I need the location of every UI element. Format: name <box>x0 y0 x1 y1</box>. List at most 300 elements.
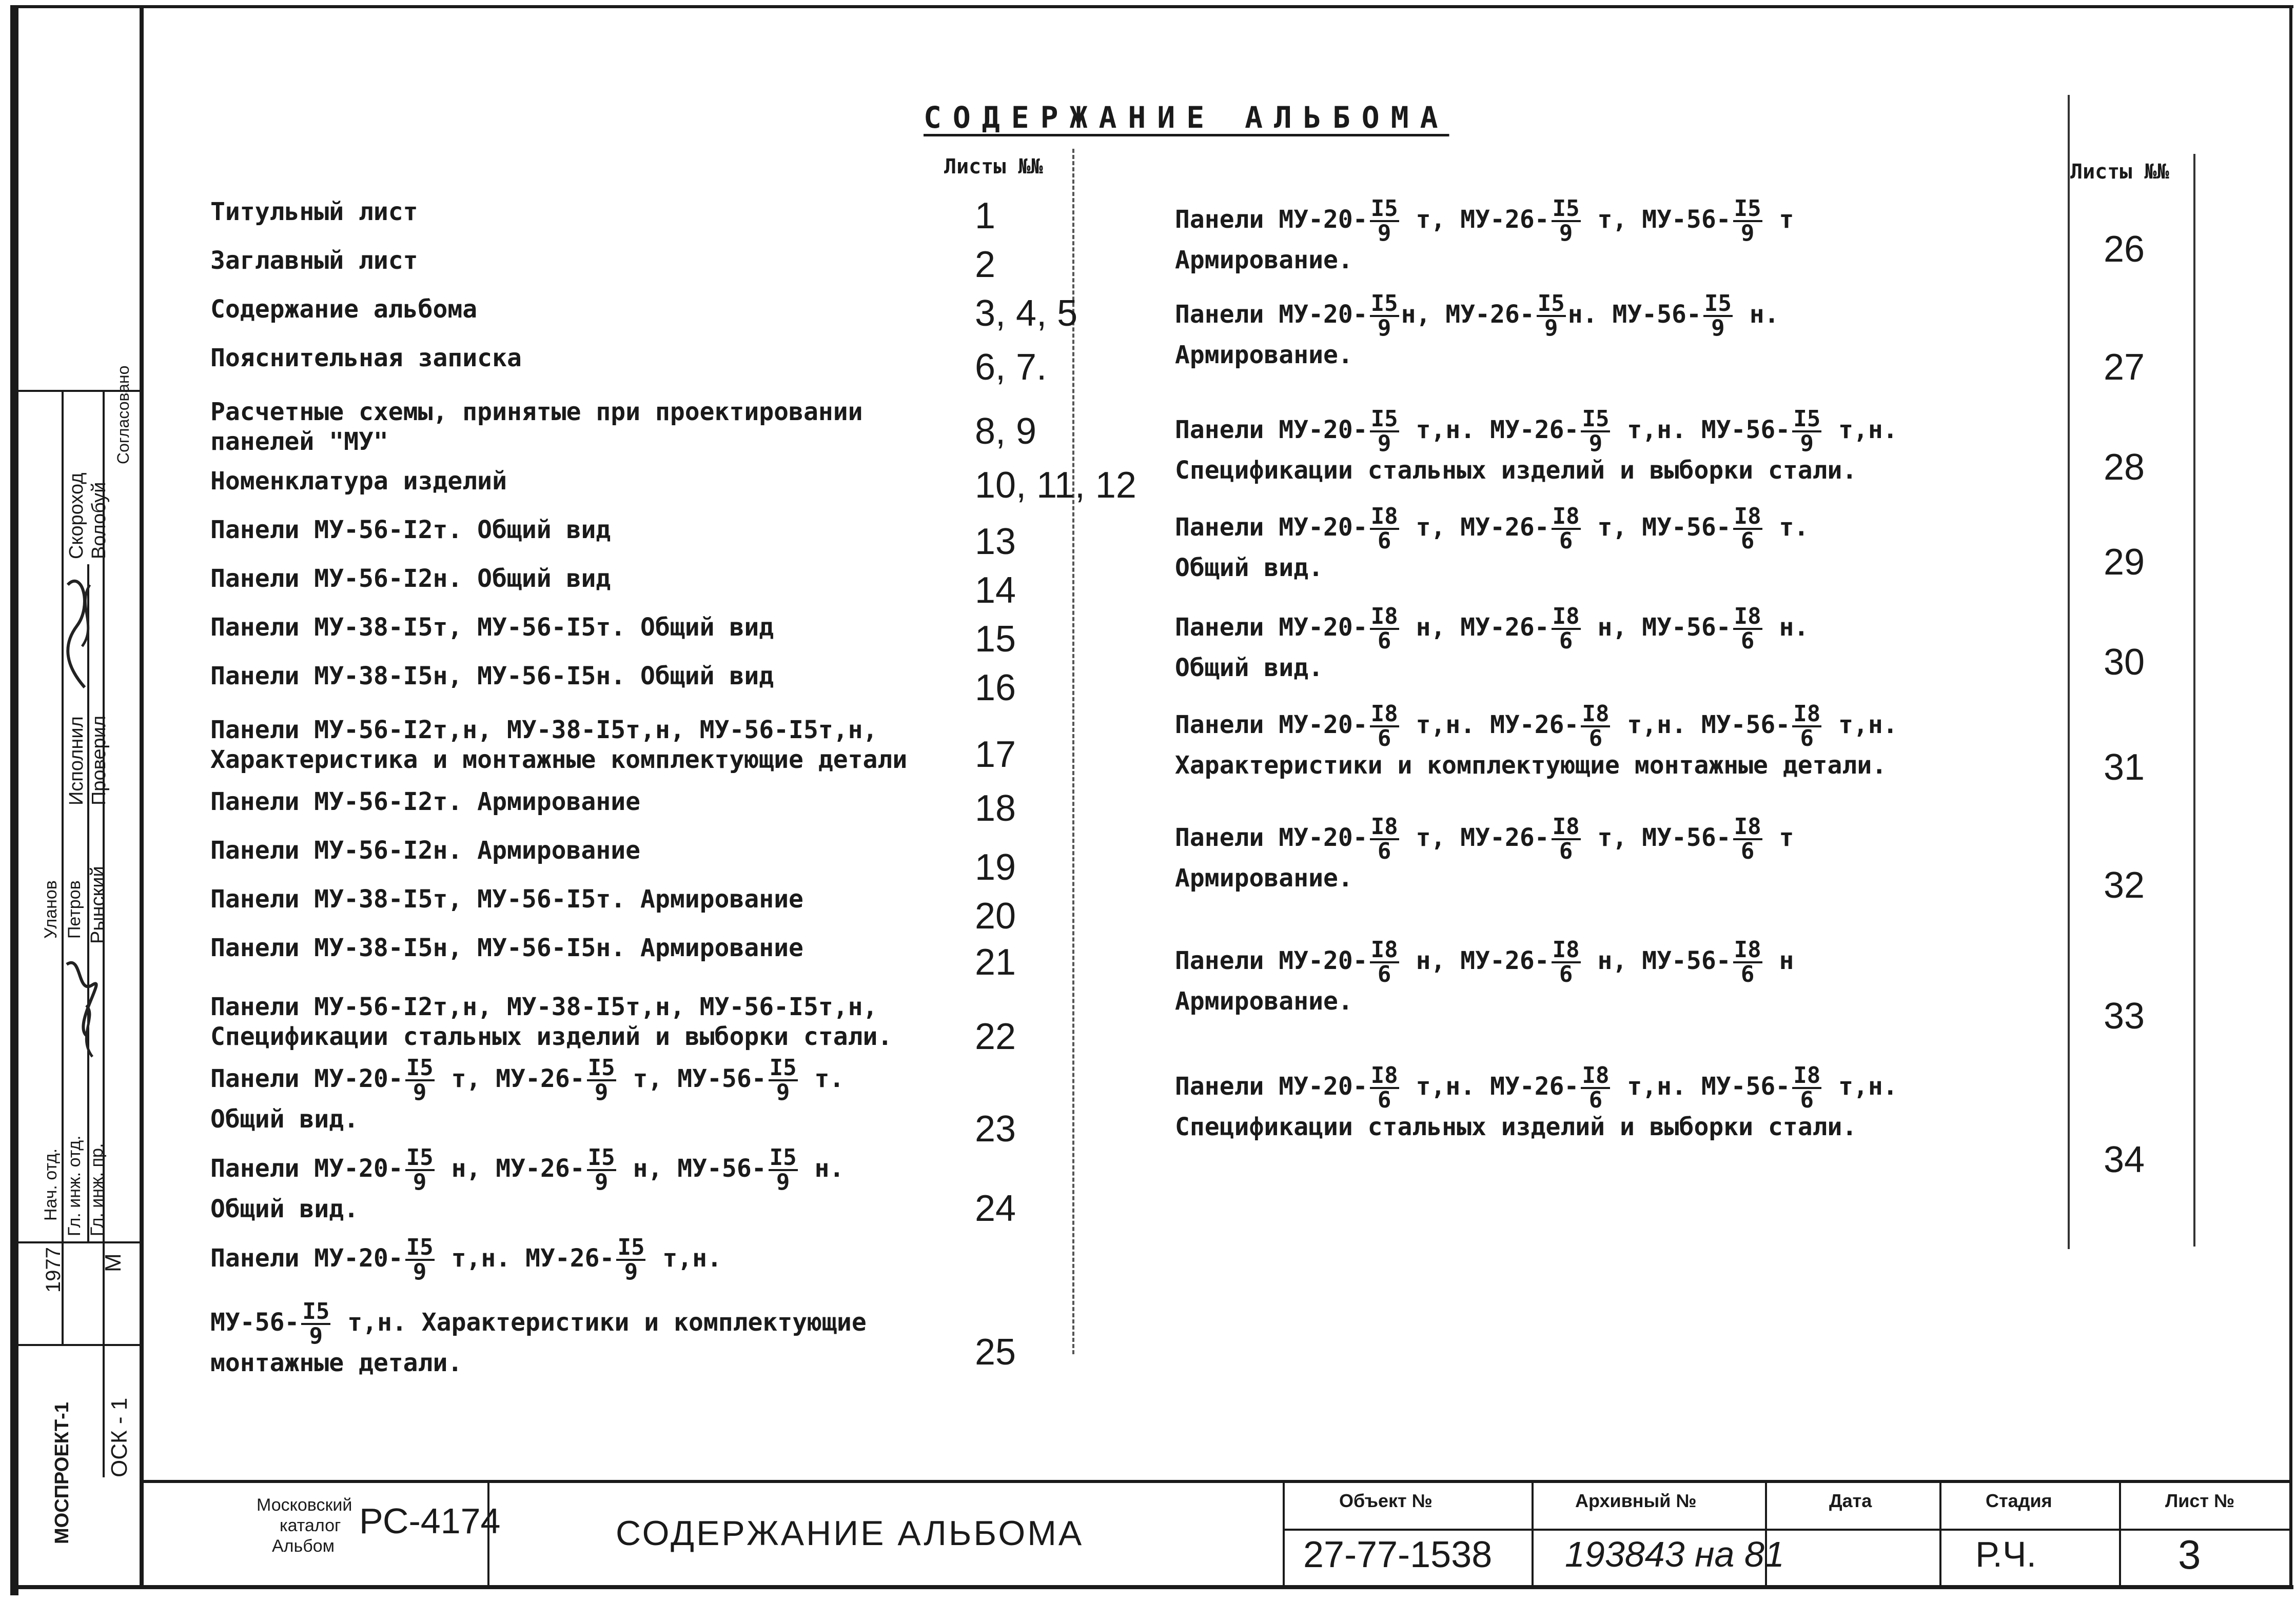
stamp-name-3: Уланов <box>41 880 61 939</box>
entry-line <box>210 745 907 774</box>
left-sheet-number: 25 <box>975 1332 1016 1373</box>
entry-line <box>210 197 418 226</box>
left-sheet-number: 6, 7. <box>975 347 1047 388</box>
fraction-denominator: 9 <box>1711 315 1725 341</box>
entry-text: Армирование. <box>1175 341 1353 369</box>
entry-line <box>210 934 803 962</box>
fraction <box>769 1146 798 1194</box>
fraction-denominator: 6 <box>1740 838 1755 864</box>
entry-text: т, МУ-26- <box>436 1064 585 1093</box>
right-sheet-column-divider-2 <box>2193 154 2195 1247</box>
fraction <box>301 1300 330 1348</box>
entry-text: Панели МУ-38-I5т, МУ-56-I5т. Общий вид <box>210 613 774 642</box>
fraction-numerator: I5 <box>1537 290 1565 317</box>
entry-text: т, МУ-26- <box>1401 823 1549 852</box>
fraction-denominator: 9 <box>1544 315 1558 341</box>
fraction-denominator: 6 <box>1377 961 1391 987</box>
entry-text: т,н. МУ-56- <box>1612 416 1791 444</box>
right-sheets-header: Листы №№ <box>2070 160 2169 184</box>
entry-line <box>1175 939 1794 986</box>
fraction <box>1370 939 1399 986</box>
entry-text: Панели МУ-38-I5н, МУ-56-I5н. Армирование <box>210 934 803 962</box>
entry-line <box>1175 1113 1898 1141</box>
entry-line <box>210 1300 867 1348</box>
entry-line <box>1175 553 1809 582</box>
entry-text: Расчетные схемы, принятые при проектировании <box>210 398 863 426</box>
fraction-denominator: 9 <box>624 1259 638 1285</box>
right-entry <box>1175 703 1898 780</box>
entry-text: Панели МУ-20- <box>1175 823 1368 852</box>
entry-line <box>1175 408 1898 455</box>
entry-text: Панели МУ-20- <box>1175 416 1368 444</box>
fraction-denominator: 6 <box>1800 725 1814 751</box>
fraction <box>1581 703 1610 750</box>
right-sheet-number: 26 <box>2104 229 2145 270</box>
entry-line <box>1175 864 1794 893</box>
fraction-numerator: I8 <box>1734 503 1761 529</box>
fraction-numerator: I5 <box>406 1144 434 1171</box>
entry-line <box>210 1146 844 1194</box>
stage-value: Р.Ч. <box>1975 1534 2037 1574</box>
fraction-denominator: 9 <box>776 1079 790 1105</box>
entry-text: Панели МУ-38-I5н, МУ-56-I5н. Общий вид <box>210 662 774 690</box>
fraction-numerator: I8 <box>1370 814 1398 840</box>
left-sheet-number: 22 <box>975 1016 1016 1057</box>
entry-text: Общий вид. <box>1175 553 1323 582</box>
entry-text: т <box>1764 205 1794 234</box>
left-entry <box>210 398 863 456</box>
frame-bottom <box>10 1585 2293 1589</box>
entry-line <box>1175 654 1809 682</box>
object-value: 27-77-1538 <box>1303 1534 1493 1575</box>
fraction <box>1792 703 1821 750</box>
entry-text: Панели МУ-20- <box>210 1064 403 1093</box>
entry-text: Номенклатура изделий <box>210 467 507 496</box>
fraction-denominator: 6 <box>1800 1087 1814 1113</box>
frame-left <box>10 5 18 1595</box>
stamp-role-2: Проверил <box>88 715 110 805</box>
fraction <box>1552 816 1581 863</box>
left-sheet-number: 1 <box>975 195 996 236</box>
entry-text: Панели МУ-56-I2т,н, МУ-38-I5т,н, МУ-56-I5т,н, <box>210 993 878 1021</box>
entry-text: т, МУ-56- <box>1582 823 1731 852</box>
entry-line <box>210 427 863 456</box>
entry-line <box>210 246 418 275</box>
entry-line <box>210 398 863 426</box>
entry-text: Панели МУ-20- <box>210 1244 403 1273</box>
entry-text: т <box>1764 823 1794 852</box>
right-sheet-number: 32 <box>2104 865 2145 906</box>
date-label: Дата <box>1829 1490 1872 1511</box>
left-entry <box>210 662 774 690</box>
fraction-numerator: I5 <box>769 1144 797 1171</box>
entry-line <box>210 1236 722 1283</box>
left-sheet-number: 18 <box>975 788 1016 829</box>
fraction-denominator: 6 <box>1559 961 1573 987</box>
fraction-denominator: 9 <box>1559 220 1573 246</box>
stamp-dept: ОСК - 1 <box>107 1397 132 1477</box>
right-entry <box>1175 197 1794 274</box>
entry-line <box>210 1349 867 1377</box>
fraction <box>1370 292 1399 340</box>
left-entry <box>210 295 477 324</box>
fraction-denominator: 9 <box>309 1323 323 1349</box>
fraction-numerator: I8 <box>1552 937 1580 963</box>
entry-text: т, МУ-26- <box>1401 205 1549 234</box>
fraction-denominator: 6 <box>1377 725 1391 751</box>
entry-line <box>210 613 774 642</box>
stamp-org: МОСПРОЕКТ-1 <box>51 1402 73 1544</box>
left-sheet-number: 2 <box>975 244 996 285</box>
fraction <box>1733 505 1762 552</box>
fraction-numerator: I8 <box>1734 603 1761 629</box>
entry-text: Панели МУ-20- <box>1175 300 1368 329</box>
stage-label: Стадия <box>1986 1490 2052 1511</box>
fraction-numerator: I8 <box>1370 503 1398 529</box>
fraction-denominator: 9 <box>776 1169 790 1195</box>
sheet-value: 3 <box>2178 1532 2201 1577</box>
archive-value: 193843 на 81 <box>1565 1534 1784 1574</box>
entry-text: Общий вид. <box>210 1105 359 1134</box>
fraction-denominator: 9 <box>1377 430 1391 457</box>
stamp-name-2: Волобуй <box>88 482 110 559</box>
fraction-numerator: I5 <box>617 1234 645 1260</box>
entry-text: н, МУ-56- <box>1582 613 1731 642</box>
entry-text: н, МУ-26- <box>1401 946 1549 975</box>
fraction-denominator: 9 <box>594 1169 609 1195</box>
right-sheet-number: 31 <box>2104 747 2145 788</box>
left-entry <box>210 197 418 226</box>
fraction-numerator: I8 <box>1370 603 1398 629</box>
left-entry <box>210 885 803 914</box>
right-sheet-number: 34 <box>2104 1139 2145 1180</box>
entry-text: Панели МУ-20- <box>1175 205 1368 234</box>
left-sheet-number: 16 <box>975 667 1016 708</box>
fraction-numerator: I8 <box>1582 1062 1610 1089</box>
entry-text: т, МУ-56- <box>618 1064 767 1093</box>
fraction <box>1581 1064 1610 1112</box>
left-sheet-number: 19 <box>975 847 1016 888</box>
entry-line <box>1175 987 1794 1016</box>
object-label: Объект № <box>1339 1490 1432 1511</box>
fraction-denominator: 9 <box>1740 220 1755 246</box>
fraction <box>1552 605 1581 652</box>
entry-line <box>1175 292 1779 340</box>
fraction-numerator: I8 <box>1582 701 1610 727</box>
left-sheet-number: 23 <box>975 1109 1016 1150</box>
entry-text: т, МУ-26- <box>1401 513 1549 542</box>
entry-text: т,н. МУ-26- <box>1401 1072 1579 1101</box>
right-entry <box>1175 939 1794 1016</box>
left-sheet-number: 3, 4, 5 <box>975 293 1078 334</box>
fraction <box>1581 408 1610 455</box>
fraction-denominator: 6 <box>1588 1087 1603 1113</box>
fraction <box>769 1057 798 1104</box>
fraction <box>1703 292 1733 340</box>
entry-text: т,н. МУ-56- <box>1612 1072 1791 1101</box>
fraction-denominator: 6 <box>1377 1087 1391 1113</box>
entry-text: Характеристика и монтажные комплектующие детали <box>210 745 908 774</box>
fraction-denominator: 9 <box>1377 315 1391 341</box>
entry-text: Панели МУ-56-I2т,н, МУ-38-I5т,н, МУ-56-I5т,н, <box>210 716 878 744</box>
entry-line <box>210 885 803 914</box>
entry-text: н, МУ-26- <box>1401 300 1535 329</box>
fraction <box>1370 703 1399 750</box>
entry-line <box>210 787 640 816</box>
right-sheet-number: 27 <box>2104 347 2145 388</box>
left-sheet-number: 17 <box>975 734 1016 775</box>
entry-text: Панели МУ-20- <box>1175 513 1368 542</box>
fraction-numerator: I5 <box>406 1055 434 1081</box>
entry-text: Панели МУ-20- <box>210 1154 403 1183</box>
entry-line <box>210 993 892 1021</box>
left-entry <box>210 564 611 593</box>
right-sheet-number: 29 <box>2104 542 2145 583</box>
entry-text: н. <box>1734 300 1779 329</box>
fraction-denominator: 6 <box>1740 628 1755 654</box>
stamp-name-5: Рынский <box>87 866 109 944</box>
left-entry <box>210 613 774 642</box>
entry-text: н. <box>799 1154 845 1183</box>
fraction-numerator: I5 <box>302 1298 330 1324</box>
fraction <box>405 1057 435 1104</box>
fraction-numerator: I8 <box>1793 1062 1821 1089</box>
entry-line <box>1175 703 1898 750</box>
fraction-numerator: I5 <box>1734 195 1761 222</box>
entry-text: н. <box>1764 613 1809 642</box>
stamp-name-1: Скороход <box>66 472 87 559</box>
sheet-label: Лист № <box>2165 1490 2235 1511</box>
entry-text: Панели МУ-20- <box>1175 613 1368 642</box>
fraction-numerator: I8 <box>1793 701 1821 727</box>
right-sheet-number: 28 <box>2104 447 2145 488</box>
entry-text: т,н. <box>1823 1072 1898 1101</box>
entry-line <box>1175 456 1898 485</box>
doc-title: СОДЕРЖАНИЕ АЛЬБОМА <box>616 1514 1084 1553</box>
left-entry <box>210 934 803 962</box>
left-sheet-number: 13 <box>975 521 1016 562</box>
entry-text: Панели МУ-20- <box>1175 710 1368 739</box>
catalog-label-1: Московский <box>257 1495 352 1515</box>
entry-line <box>1175 505 1809 552</box>
left-entry <box>210 787 640 816</box>
fraction-numerator: I5 <box>1793 406 1821 432</box>
fraction-numerator: I5 <box>1704 290 1732 317</box>
fraction-denominator: 6 <box>1559 528 1573 554</box>
entry-text: Спецификации стальных изделий и выборки стали. <box>1175 1113 1857 1141</box>
fraction <box>1733 197 1762 245</box>
entry-text: н, МУ-56- <box>618 1154 767 1183</box>
entry-text: Общий вид. <box>210 1195 359 1223</box>
left-entry <box>210 467 507 496</box>
right-sheet-number: 33 <box>2104 996 2145 1037</box>
fraction-denominator: 6 <box>1588 725 1603 751</box>
stamp-role-5: Гл. инж. пр. <box>87 1143 107 1236</box>
fraction-numerator: I8 <box>1734 937 1761 963</box>
entry-text: Пояснительная записка <box>210 344 522 372</box>
entry-line <box>210 344 522 372</box>
entry-text: н, МУ-56- <box>1582 946 1731 975</box>
entry-text: н. МУ-56- <box>1567 300 1701 329</box>
left-sheets-header: Листы №№ <box>944 155 1043 179</box>
entry-line <box>1175 197 1794 245</box>
inner-frame-bottom <box>140 1480 2292 1483</box>
entry-text: т, МУ-56- <box>1582 205 1731 234</box>
right-entry <box>1175 605 1809 682</box>
fraction <box>1552 939 1581 986</box>
right-entry <box>1175 408 1898 485</box>
entry-text: т,н. МУ-56- <box>1612 710 1791 739</box>
entry-text: Титульный лист <box>210 197 418 226</box>
catalog-label-3: Альбом <box>272 1536 335 1556</box>
fraction <box>587 1146 616 1194</box>
entry-text: т,н. Характеристики и комплектующие <box>332 1308 867 1337</box>
fraction <box>1733 939 1762 986</box>
stamp-year: 1977 <box>42 1247 65 1293</box>
entry-text: т,н. <box>647 1244 722 1273</box>
fraction <box>1370 1064 1399 1112</box>
stamp-letter: М <box>101 1253 126 1272</box>
entry-text: Панели МУ-56-I2т. Общий вид <box>210 516 611 544</box>
fraction <box>1733 816 1762 863</box>
entry-text: н <box>1764 946 1794 975</box>
fraction-denominator: 9 <box>413 1259 427 1285</box>
left-entry <box>210 1057 844 1134</box>
fraction-denominator: 6 <box>1377 628 1391 654</box>
fraction-numerator: I8 <box>1552 814 1580 840</box>
entry-line <box>210 1105 844 1134</box>
entry-text: Армирование. <box>1175 246 1353 274</box>
entry-text: Армирование. <box>1175 987 1353 1016</box>
entry-text: Панели МУ-56-I2н. Общий вид <box>210 564 611 593</box>
fraction-numerator: I8 <box>1552 603 1580 629</box>
left-entry <box>210 1146 844 1223</box>
fraction <box>1733 605 1762 652</box>
entry-text: т,н. <box>1823 416 1898 444</box>
entry-line <box>210 1022 892 1051</box>
frame-right <box>2289 5 2292 1589</box>
left-entry <box>210 1236 722 1283</box>
entry-line <box>210 467 507 496</box>
left-sheet-number: 8, 9 <box>975 411 1037 452</box>
entry-text: Спецификации стальных изделий и выборки стали. <box>210 1022 893 1051</box>
entry-line <box>1175 605 1809 652</box>
fraction-numerator: I5 <box>769 1055 797 1081</box>
fraction <box>616 1236 645 1283</box>
fraction <box>1552 505 1581 552</box>
entry-line <box>210 662 774 690</box>
catalog-code: РС-4174 <box>359 1501 501 1541</box>
inner-frame-left <box>140 5 144 1589</box>
entry-text: Характеристики и комплектующие монтажные детали. <box>1175 751 1887 780</box>
entry-text: Панели МУ-56-I2т. Армирование <box>210 787 641 816</box>
stamp-role-4: Гл. инж. отд. <box>65 1135 84 1236</box>
fraction-numerator: I5 <box>587 1055 615 1081</box>
entry-text: Армирование. <box>1175 864 1353 893</box>
entry-line <box>1175 246 1794 274</box>
right-entry <box>1175 505 1809 582</box>
entry-text: Заглавный лист <box>210 246 418 275</box>
fraction <box>405 1146 435 1194</box>
left-entry <box>210 716 907 774</box>
entry-line <box>1175 341 1779 369</box>
fraction-denominator: 6 <box>1740 528 1755 554</box>
entry-text: Панели МУ-20- <box>1175 946 1368 975</box>
fraction <box>405 1236 435 1283</box>
fraction-numerator: I5 <box>1370 290 1398 317</box>
fraction-denominator: 6 <box>1740 961 1755 987</box>
fraction-denominator: 9 <box>1800 430 1814 457</box>
fraction-numerator: I8 <box>1370 1062 1398 1089</box>
fraction <box>1792 408 1821 455</box>
fraction-denominator: 9 <box>594 1079 609 1105</box>
left-sheet-number: 20 <box>975 896 1016 937</box>
right-entry <box>1175 292 1779 369</box>
entry-text: т,н. <box>1823 710 1898 739</box>
entry-text: Общий вид. <box>1175 654 1323 682</box>
fraction-numerator: I5 <box>1370 195 1398 222</box>
entry-line <box>1175 751 1898 780</box>
fraction-denominator: 9 <box>413 1169 427 1195</box>
fraction-denominator: 6 <box>1377 528 1391 554</box>
right-sheet-number: 30 <box>2104 642 2145 683</box>
stamp-signatures <box>62 564 103 1231</box>
catalog-label-2: каталог <box>280 1516 341 1535</box>
left-sheet-number: 10, 11, 12 <box>975 465 1136 506</box>
fraction-numerator: I8 <box>1552 503 1580 529</box>
left-sheet-number: 15 <box>975 619 1016 660</box>
album-title: СОДЕРЖАНИЕ АЛЬБОМА <box>924 100 1449 135</box>
fraction-numerator: I5 <box>587 1144 615 1171</box>
entry-line <box>210 1195 844 1223</box>
entry-line <box>210 516 611 544</box>
entry-text: монтажные детали. <box>210 1349 463 1377</box>
fraction-numerator: I5 <box>406 1234 434 1260</box>
left-sheet-number: 21 <box>975 942 1016 983</box>
entry-text: т, МУ-56- <box>1582 513 1731 542</box>
fraction <box>1370 197 1399 245</box>
fraction-denominator: 9 <box>413 1079 427 1105</box>
fraction-denominator: 9 <box>1588 430 1603 457</box>
left-entry <box>210 246 418 275</box>
entry-line <box>210 564 611 593</box>
fraction <box>1792 1064 1821 1112</box>
fraction <box>1370 408 1399 455</box>
fraction-numerator: I8 <box>1370 701 1398 727</box>
left-sheet-number: 24 <box>975 1188 1016 1229</box>
entry-line <box>210 1057 844 1104</box>
right-entry <box>1175 1064 1898 1141</box>
fraction <box>587 1057 616 1104</box>
stamp-role-1: Исполнил <box>66 716 87 805</box>
entry-text: т. <box>799 1064 845 1093</box>
entry-text: т,н. МУ-26- <box>1401 416 1579 444</box>
fraction-numerator: I5 <box>1552 195 1580 222</box>
entry-text: н, МУ-26- <box>436 1154 585 1183</box>
entry-text: Спецификации стальных изделий и выборки стали. <box>1175 456 1857 485</box>
entry-line <box>210 716 907 744</box>
left-entry <box>210 344 522 372</box>
entry-text: Панели МУ-38-I5т, МУ-56-I5т. Армирование <box>210 885 803 914</box>
entry-text: т,н. МУ-26- <box>436 1244 615 1273</box>
fraction <box>1370 505 1399 552</box>
frame-top <box>10 5 2293 8</box>
stamp-name-4: Петров <box>65 880 84 939</box>
fraction-denominator: 9 <box>1377 220 1391 246</box>
fraction-numerator: I5 <box>1582 406 1610 432</box>
left-entry <box>210 1300 867 1377</box>
fraction-numerator: I8 <box>1370 937 1398 963</box>
